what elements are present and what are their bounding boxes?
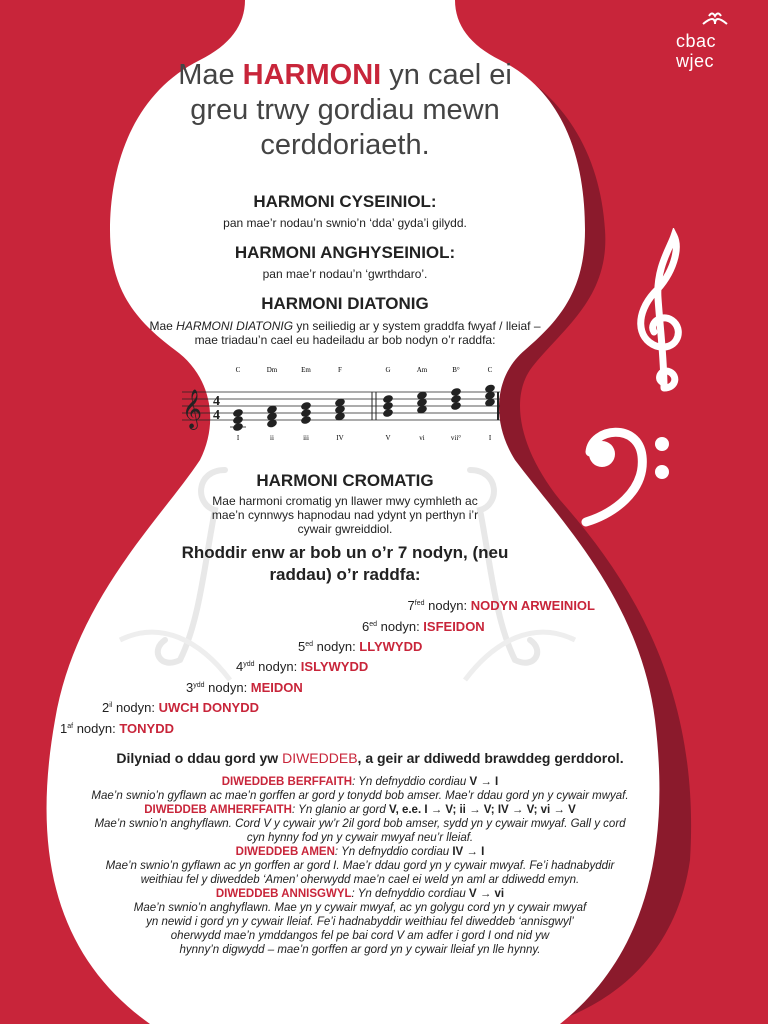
degree-num: 1	[60, 721, 68, 736]
note-head	[300, 401, 312, 411]
degree-line-5	[298, 639, 422, 654]
music-score	[180, 362, 510, 446]
cadence-use: : Yn defnyddio cordiau	[351, 888, 469, 900]
cadence-desc: weithiau fel y diweddeb ‘Amen’ oherwydd mae’n cael ei weld yn aml ar ddiwedd emyn.	[140, 874, 580, 886]
book-icon	[700, 10, 730, 26]
degree-num: 7	[407, 598, 415, 613]
cadence-chords: V → vi	[468, 888, 505, 900]
cadence-intro-pre: Dilyniad o ddau gord yw	[116, 750, 283, 766]
roman-numeral: I	[236, 434, 240, 442]
note-head	[232, 408, 244, 418]
cadence-plagal-heading	[40, 845, 680, 859]
cadence-interrupted-heading	[40, 887, 680, 901]
roman-numeral: vii°	[450, 434, 462, 442]
chord-notes	[230, 366, 496, 442]
degree-label: nodyn:	[377, 619, 424, 634]
degree-num: 4	[236, 659, 244, 674]
degree-name: UWCH DONYDD	[158, 700, 260, 715]
degrees-intro: Rhoddir enw ar bob un o’r 7 nodyn, (neu raddau) o’r raddfa:	[181, 543, 509, 584]
degree-suffix: ydd	[243, 661, 255, 668]
cadence-desc: Mae’n swnio’n gyflawn ac mae’n gorffen ar gord y tonydd bob amser. Mae’r ddau gord yn y cywair mwyaf.	[91, 790, 629, 802]
cadence-chords: IV → I	[452, 846, 485, 858]
dissonant-title: HARMONI ANGHYSEINIOL:	[234, 243, 456, 262]
chromatic-text: Mae harmoni cromatig yn llawer mwy cymhleth ac mae’n cynnwys hapnodau nad ydynt yn perthyn i’r cywair gwreiddiol.	[211, 494, 479, 536]
headline-highlight: HARMONI	[242, 59, 382, 91]
diatonic-text-italic: HARMONI DIATONIG	[176, 319, 294, 333]
degree-label: nodyn:	[313, 639, 360, 654]
roman-numeral: ii	[270, 434, 274, 442]
degree-label: nodyn:	[424, 598, 471, 613]
headline-post: yn cael ei greu trwy gordiau mewn cerddoriaeth.	[190, 59, 512, 161]
degree-line-1	[60, 721, 174, 736]
cadence-desc: hynny’n digwydd – mae’n gorffen ar gord yn y cywair lleiaf yn lle hynny.	[179, 944, 541, 956]
diatonic-text-pre: Mae	[149, 319, 177, 333]
cadence-use: : Yn glanio ar gord	[291, 804, 389, 816]
headline	[160, 58, 530, 163]
cadence-desc: cyn hynny fod yn y cywair mwyaf neu’r lleiaf.	[246, 832, 474, 844]
degree-label: nodyn:	[73, 721, 120, 736]
cadence-desc: Mae’n swnio’n anghyflawn. Mae yn y cywair mwyaf, ac yn golygu cord yn y cywair mwyaf	[133, 902, 587, 914]
cadence-name: DIWEDDEB BERFFAITH	[221, 776, 353, 788]
logo-line2: wjec	[676, 51, 715, 71]
degree-suffix: il	[109, 702, 113, 709]
chord-symbol: Dm	[266, 366, 278, 374]
degree-suffix: ydd	[193, 682, 205, 689]
cadence-list	[40, 775, 680, 957]
cadence-chords: V → I	[469, 776, 499, 788]
roman-numeral: IV	[336, 434, 344, 442]
degree-name: LLYWYDD	[359, 639, 423, 654]
roman-numeral: V	[385, 434, 391, 442]
degree-line-3	[186, 680, 303, 695]
degree-label: nodyn:	[254, 659, 301, 674]
degree-suffix: af	[67, 723, 74, 730]
chord-symbol: B°	[452, 366, 460, 374]
treble-clef-icon	[630, 228, 690, 398]
chromatic-title: HARMONI CROMATIG	[256, 471, 434, 490]
cadence-chords: V, e.e. I → V; ii → V; IV → V; vi → V	[388, 804, 576, 816]
degree-name: MEIDON	[250, 680, 303, 695]
cadence-desc: Mae’n swnio’n gyflawn ac yn gorffen ar gord I. Mae’r ddau gord yn y cywair mwyaf. Fe’i hadnabyddir	[105, 860, 615, 872]
cadence-name: DIWEDDEB AMEN	[235, 846, 335, 858]
degree-line-6	[362, 619, 485, 634]
roman-numeral: iii	[303, 434, 309, 442]
consonant-text: pan mae’r nodau’n swnio’n ‘dda’ gyda’i gilydd.	[223, 216, 467, 230]
degree-line-4	[236, 659, 368, 674]
chord-symbol: C	[487, 366, 493, 374]
roman-numeral: vi	[419, 434, 425, 442]
degree-suffix: ed	[369, 621, 378, 628]
cadence-desc: yn newid i gord yn y cywair lleiaf. Fe’i hadnabyddir weithiau fel diweddeb ‘annisgwyl’	[146, 916, 574, 928]
time-sig-bottom: 4	[213, 408, 220, 423]
bass-clef-icon	[578, 418, 678, 528]
headline-pre: Mae	[178, 59, 243, 91]
cadence-use: : Yn defnyddio cordiau	[352, 776, 470, 788]
degree-label: nodyn:	[112, 700, 159, 715]
cadence-perfect-heading	[40, 775, 680, 789]
note-head	[450, 387, 462, 397]
time-sig-top: 4	[213, 394, 220, 409]
consonant-title: HARMONI CYSEINIOL:	[253, 192, 437, 211]
roman-numeral: I	[488, 434, 492, 442]
cadence-name: DIWEDDEB ANNISGWYL	[215, 888, 352, 900]
degree-name: ISLYWYDD	[300, 659, 369, 674]
chord-symbol: F	[338, 366, 342, 374]
degree-num: 6	[362, 619, 370, 634]
degree-label: nodyn:	[204, 680, 251, 695]
chord-symbol: C	[235, 366, 241, 374]
logo-line1: cbac	[676, 31, 717, 51]
dissonant-text: pan mae’r nodau’n ‘gwrthdaro’.	[262, 267, 428, 281]
cadence-intro-highlight: DIWEDDEB	[282, 750, 358, 766]
cadence-name: DIWEDDEB AMHERFFAITH	[144, 804, 292, 816]
degree-num: 5	[298, 639, 306, 654]
cbac-wjec-logo	[672, 10, 742, 76]
degree-line-2	[102, 700, 259, 715]
score-treble-clef: 𝄞	[182, 389, 203, 429]
degree-name: TONYDD	[119, 721, 174, 736]
degree-suffix: ed	[305, 641, 314, 648]
cadence-desc: oherwydd mae’n ymddangos fel pe bai cord V am adfer i gord I ond nid yw	[170, 930, 550, 942]
cadence-use: : Yn defnyddio cordiau	[334, 846, 453, 858]
diatonic-title: HARMONI DIATONIG	[261, 294, 429, 313]
degree-num: 2	[102, 700, 110, 715]
cadence-imperfect-heading	[40, 803, 680, 817]
diatonic-text	[140, 319, 550, 347]
degree-num: 3	[186, 680, 194, 695]
chord-symbol: Em	[301, 366, 311, 374]
cadence-intro-post: , a geir ar ddiwedd brawddeg gerddorol.	[357, 750, 624, 766]
cadence-intro	[70, 750, 670, 766]
note-head	[382, 394, 394, 404]
cadence-desc: Mae’n swnio’n anghyflawn. Cord V y cywair yw’r 2il gord bob amser, sydd yn y cywair mwyaf. Gall y cord	[94, 818, 626, 830]
diatonic-text-post: yn seiliedig ar y system graddfa fwyaf / lleiaf – mae triadau’n cael eu hadeiladu ar bob nodyn o’r raddfa:	[194, 319, 541, 347]
degree-line-7	[408, 598, 595, 613]
degree-name: NODYN ARWEINIOL	[470, 598, 595, 613]
chord-symbol: G	[385, 366, 391, 374]
degree-name: ISFEIDON	[423, 619, 485, 634]
chord-symbol: Am	[416, 366, 428, 374]
degree-suffix: fed	[414, 600, 425, 607]
